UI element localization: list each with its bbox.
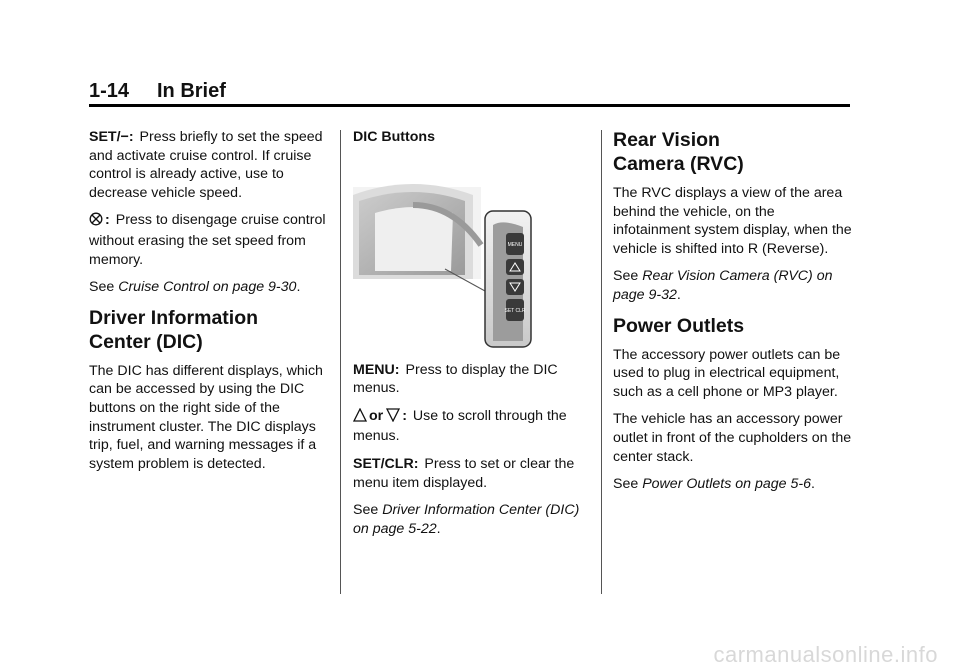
power-outlets-text-1: The accessory power outlets can be used to plug in electrical equipment, such as a cell phone or MP3 player. — [613, 346, 841, 400]
scroll-or: or — [369, 407, 384, 424]
period: . — [296, 279, 301, 296]
dic-heading-line1: Driver Information — [89, 306, 259, 329]
page-number: 1-14 — [89, 80, 130, 102]
scroll-down-icon — [386, 408, 400, 428]
dic-buttons-illustration — [353, 165, 533, 349]
rvc-heading — [613, 128, 853, 176]
figure-setclr-label: SET CLR — [504, 307, 526, 314]
setclr-text: Press to set or clear the menu item displayed. — [353, 455, 575, 491]
rvc-link[interactable]: Rear Vision Camera (RVC) on page 9-32 — [613, 268, 833, 303]
see-dic — [353, 501, 591, 538]
column-divider-2 — [601, 130, 602, 594]
see-label: See — [89, 279, 115, 296]
see-power-outlets — [613, 475, 853, 494]
section-title: In Brief — [157, 80, 226, 102]
column-1 — [89, 128, 329, 482]
period: . — [676, 286, 681, 303]
see-label: See — [353, 502, 379, 519]
column-3 — [613, 128, 853, 503]
rvc-description: The RVC displays a view of the area behind the vehicle, on the infotainment system display, when the vehicle is shifted into R (Reverse). — [613, 185, 852, 257]
see-label: See — [613, 476, 639, 493]
see-rvc — [613, 267, 853, 304]
cancel-text: Press to disengage cruise control without erasing the set speed from memory. — [89, 212, 326, 268]
scroll-colon: : — [402, 407, 407, 424]
dic-buttons-figure — [353, 165, 533, 349]
setclr-entry — [353, 455, 591, 492]
dic-buttons-heading: DIC Buttons — [353, 129, 435, 145]
dic-description: The DIC has different displays, which can be accessed by using the DIC buttons on the right side of the instrument cluster. The DIC displays trip, fuel, and warning messages if a system problem is detected. — [89, 362, 323, 472]
scroll-text: Use to scroll through the menus. — [353, 407, 567, 445]
power-outlets-link[interactable]: Power Outlets on page 5-6 — [642, 476, 811, 493]
period: . — [810, 476, 815, 493]
cruise-control-link[interactable]: Cruise Control on page 9-30 — [118, 279, 297, 296]
scroll-entry — [353, 407, 591, 446]
footer — [0, 630, 960, 672]
cancel-term: : — [105, 212, 110, 229]
see-label: See — [613, 268, 639, 285]
dic-heading-line2: Center (DIC) — [89, 330, 203, 353]
dic-heading — [89, 306, 329, 354]
setclr-term: SET/CLR: — [353, 455, 419, 472]
set-minus-text: Press briefly to set the speed and activate cruise control. If cruise control is already active, use to decrease vehicle speed. — [89, 129, 323, 201]
column-2 — [353, 128, 591, 547]
period: . — [436, 520, 441, 537]
dic-link[interactable]: Driver Information Center (DIC) on page 5-22 — [353, 502, 580, 537]
menu-term: MENU: — [353, 361, 400, 378]
scroll-up-icon — [353, 408, 367, 428]
power-outlets-heading: Power Outlets — [613, 314, 745, 337]
set-minus-entry — [89, 128, 329, 202]
rvc-heading-line1: Rear Vision — [613, 129, 720, 151]
cancel-entry — [89, 211, 329, 269]
header-rule — [89, 104, 850, 107]
figure-menu-label: MENU — [507, 241, 523, 248]
see-cruise-control — [89, 278, 329, 297]
menu-text: Press to display the DIC menus. — [353, 361, 558, 397]
power-outlets-text-2: The vehicle has an accessory power outlet in front of the cupholders on the center stack. — [613, 411, 852, 465]
menu-entry — [353, 361, 591, 398]
watermark: carmanualsonline.info — [713, 642, 938, 667]
column-divider-1 — [340, 130, 341, 594]
cancel-icon — [89, 212, 103, 232]
set-minus-term: SET/−: — [89, 129, 134, 145]
rvc-heading-line2: Camera (RVC) — [613, 153, 744, 175]
